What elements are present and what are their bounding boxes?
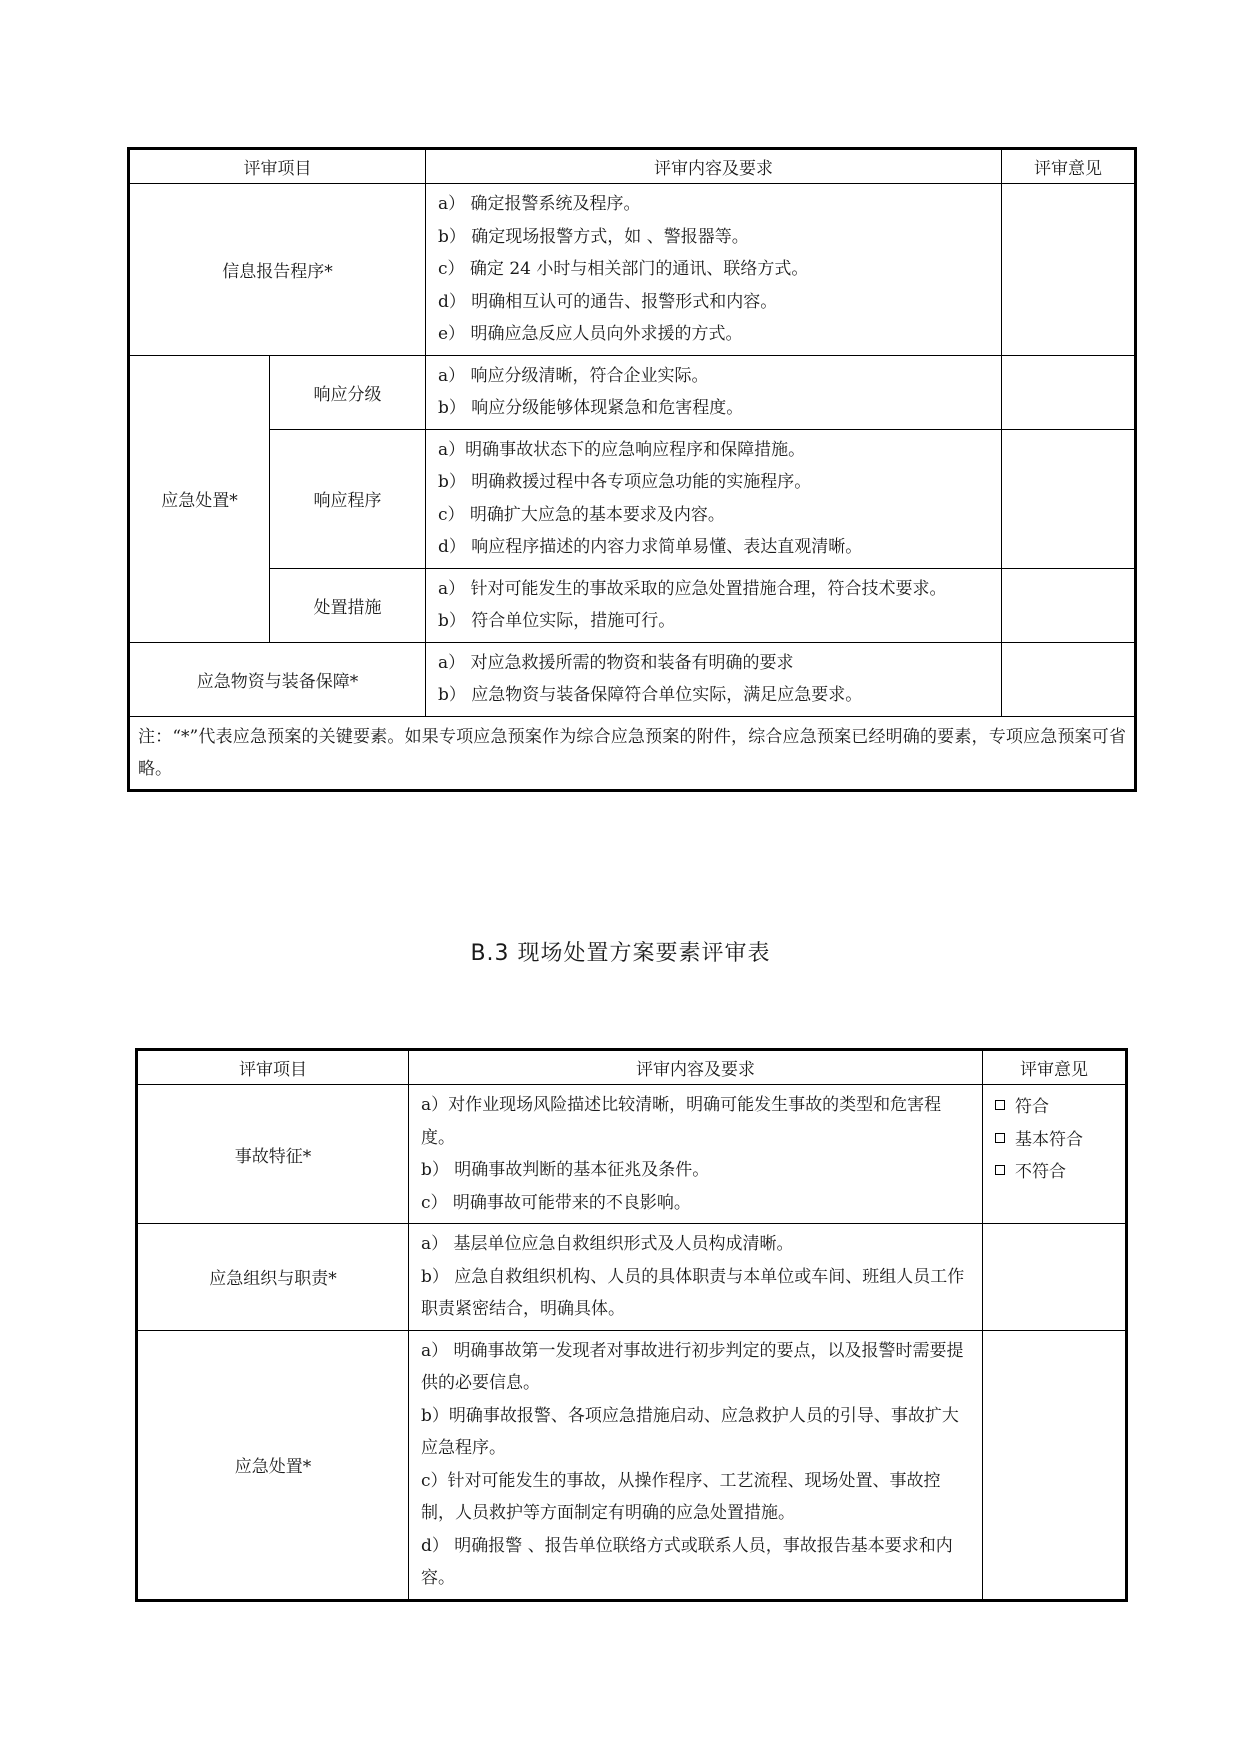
content-line: a） 确定报警系统及程序。: [438, 194, 641, 214]
table-row: [129, 642, 1136, 716]
option-nonconform[interactable]: 不符合: [995, 1156, 1125, 1189]
sub-label-measures: 处置措施: [270, 568, 426, 642]
section-heading: B.3 现场处置方案要素评审表: [470, 941, 771, 966]
header-item: 评审项目: [137, 1050, 409, 1085]
row-label-info-report: 信息报告程序*: [129, 184, 426, 356]
opinion-options: [983, 1085, 1127, 1224]
content-line: a） 对应急救援所需的物资和装备有明确的要求: [438, 652, 794, 673]
table-row: [137, 1330, 1127, 1600]
review-table-1: [127, 147, 1137, 792]
content-line: b） 应急物资与装备保障符合单位实际，满足应急要求。: [438, 685, 863, 705]
row-label-materials: 应急物资与装备保障*: [129, 642, 426, 716]
content-line: b） 明确救援过程中各专项应急功能的实施程序。: [438, 472, 812, 492]
content-line: c） 确定 24 小时与相关部门的通讯、联络方式。: [438, 259, 809, 279]
note-row: [129, 716, 1136, 790]
option-conform[interactable]: 符合: [995, 1091, 1125, 1124]
option-basic-conform[interactable]: 基本符合: [995, 1124, 1125, 1157]
content-line: d） 明确报警 、报告单位联络方式或联系人员，事故报告基本要求和内容。: [421, 1535, 953, 1588]
sub-label-procedure: 响应程序: [270, 429, 426, 568]
row-content-procedure: [426, 429, 1002, 568]
content-line: a）对作业现场风险描述比较清晰，明确可能发生事故的类型和危害程度。: [421, 1095, 942, 1148]
content-line: d） 明确相互认可的通告、报警形式和内容。: [438, 291, 778, 312]
content-line: c） 明确扩大应急的基本要求及内容。: [438, 504, 725, 525]
table-note: 注：“*”代表应急预案的关键要素。如果专项应急预案作为综合应急预案的附件，综合应急预案已经明确的要素，专项应急预案可省略。: [129, 716, 1136, 790]
header-opinion: 评审意见: [983, 1050, 1127, 1085]
opinion-cell[interactable]: [1002, 642, 1136, 716]
opinion-cell[interactable]: [983, 1224, 1127, 1331]
header-content: 评审内容及要求: [409, 1050, 983, 1085]
table-row: [129, 429, 1136, 568]
opinion-cell[interactable]: [983, 1330, 1127, 1600]
content-line: a） 明确事故第一发现者对事故进行初步判定的要点，以及报警时需要提供的必要信息。: [421, 1340, 964, 1393]
content-line: a） 针对可能发生的事故采取的应急处置措施合理，符合技术要求。: [438, 578, 947, 599]
table-row: [137, 1224, 1127, 1331]
review-table-2: [135, 1048, 1128, 1602]
row-content-grading: [426, 355, 1002, 429]
table-header-row: [129, 149, 1136, 184]
header-opinion: 评审意见: [1002, 149, 1136, 184]
row-content-org: [409, 1224, 983, 1331]
table-header-row: [137, 1050, 1127, 1085]
header-content: 评审内容及要求: [426, 149, 1002, 184]
content-line: b） 确定现场报警方式，如 、警报器等。: [438, 226, 749, 247]
opinion-cell[interactable]: [1002, 429, 1136, 568]
content-line: b） 符合单位实际，措施可行。: [438, 611, 676, 631]
checkbox-icon[interactable]: [995, 1100, 1005, 1110]
row-content-measures: [426, 568, 1002, 642]
row-content-accident: [409, 1085, 983, 1224]
table-row: [137, 1085, 1127, 1224]
table-row: [129, 184, 1136, 356]
row-label-accident: 事故特征*: [137, 1085, 409, 1224]
row-label-org: 应急组织与职责*: [137, 1224, 409, 1331]
checkbox-icon[interactable]: [995, 1133, 1005, 1143]
row-content-info-report: [426, 184, 1002, 356]
content-line: b） 明确事故判断的基本征兆及条件。: [421, 1160, 710, 1180]
table-row: [129, 568, 1136, 642]
row-content-materials: [426, 642, 1002, 716]
header-item: 评审项目: [129, 149, 426, 184]
content-line: a）明确事故状态下的应急响应程序和保障措施。: [438, 439, 806, 460]
row-label-emergency: 应急处置*: [129, 355, 270, 642]
content-line: c）针对可能发生的事故，从操作程序、工艺流程、现场处置、事故控制，人员救护等方面制定有明确的应急处置措施。: [421, 1470, 941, 1523]
row-content-disposal: [409, 1330, 983, 1600]
opinion-cell[interactable]: [1002, 184, 1136, 356]
row-label-disposal: 应急处置*: [137, 1330, 409, 1600]
content-line: b） 应急自救组织机构、人员的具体职责与本单位或车间、班组人员工作职责紧密结合，明确具体。: [421, 1266, 965, 1319]
content-line: e） 明确应急反应人员向外求援的方式。: [438, 324, 743, 344]
content-line: b） 响应分级能够体现紧急和危害程度。: [438, 398, 744, 418]
content-line: a） 响应分级清晰，符合企业实际。: [438, 365, 709, 386]
opinion-cell[interactable]: [1002, 568, 1136, 642]
opinion-cell[interactable]: [1002, 355, 1136, 429]
content-line: c） 明确事故可能带来的不良影响。: [421, 1192, 691, 1213]
table-row: [129, 355, 1136, 429]
checkbox-icon[interactable]: [995, 1165, 1005, 1175]
content-line: b）明确事故报警、各项应急措施启动、应急救护人员的引导、事故扩大应急程序。: [421, 1405, 959, 1458]
sub-label-grading: 响应分级: [270, 355, 426, 429]
content-line: d） 响应程序描述的内容力求简单易懂、表达直观清晰。: [438, 537, 863, 557]
content-line: a） 基层单位应急自救组织形式及人员构成清晰。: [421, 1234, 794, 1254]
